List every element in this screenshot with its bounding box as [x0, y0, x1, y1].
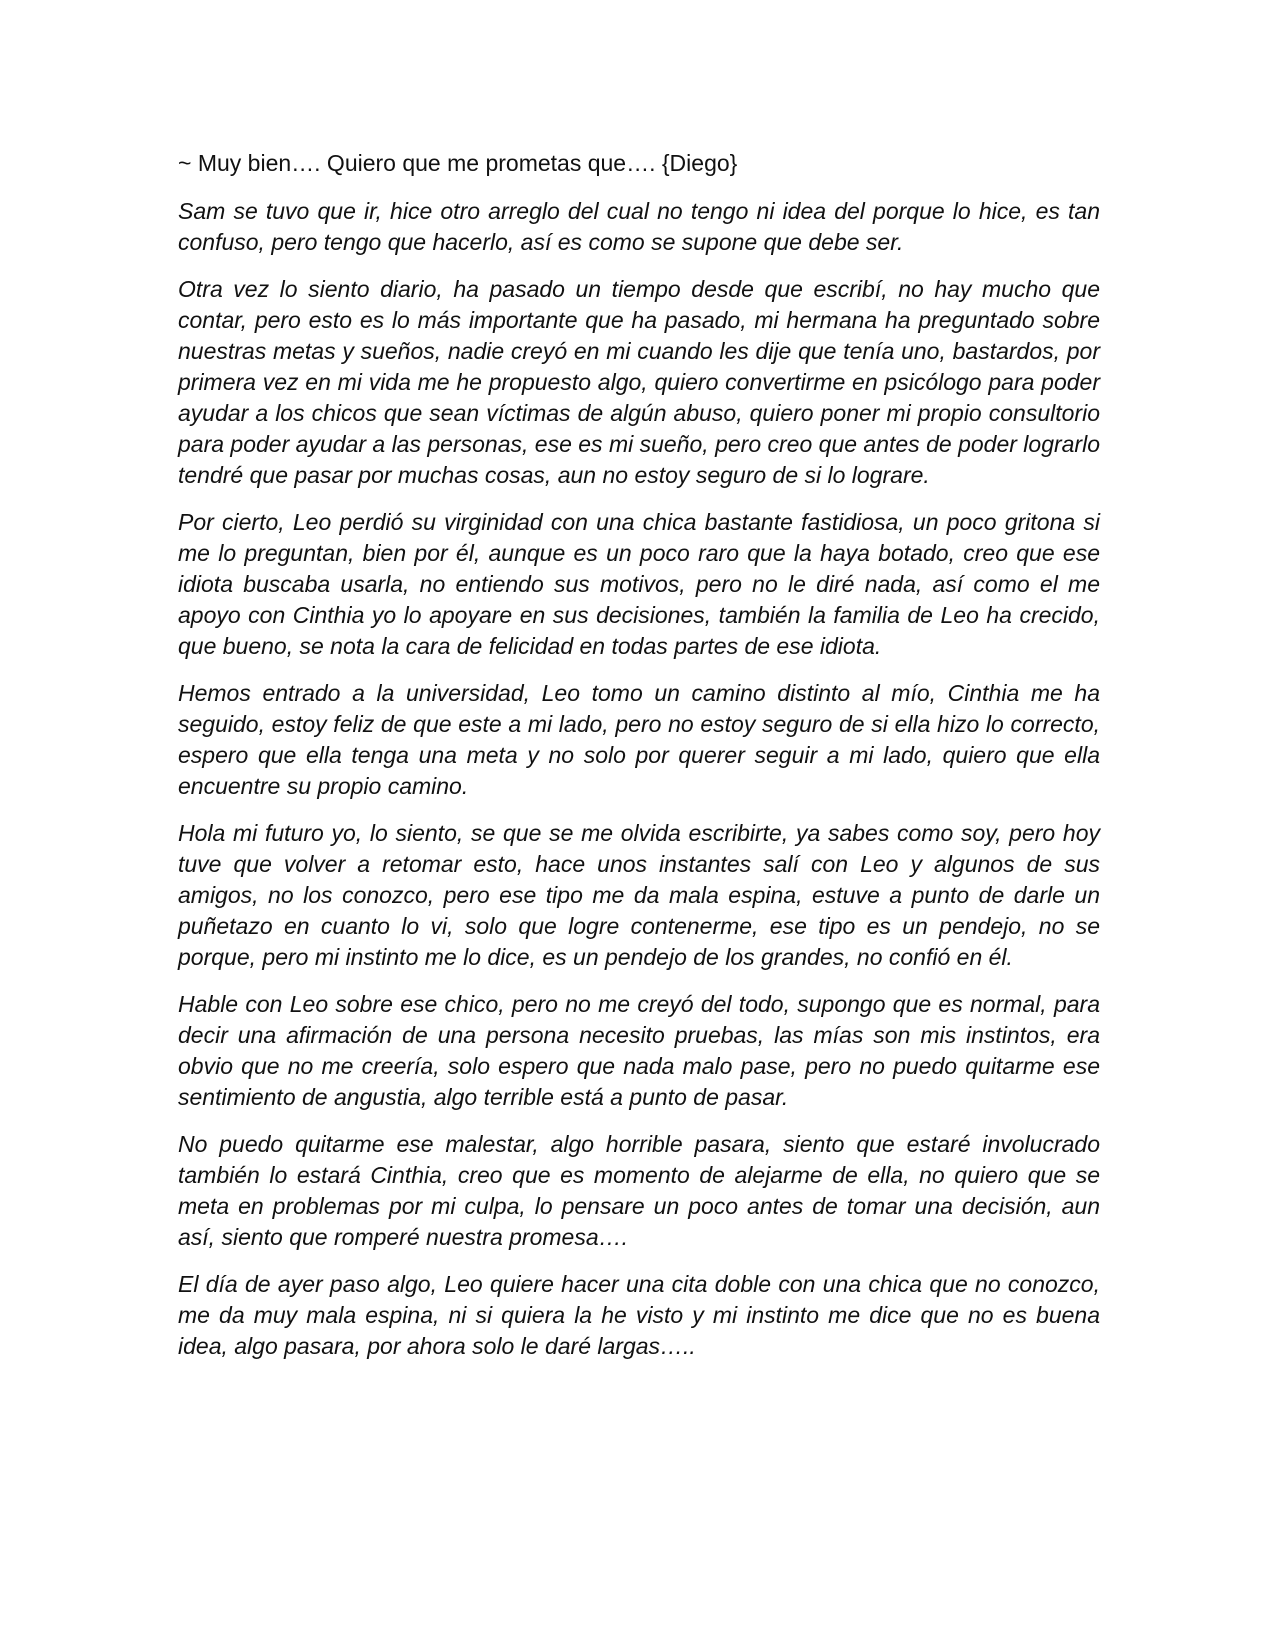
paragraph-2: Otra vez lo siento diario, ha pasado un tiempo desde que escribí, no hay mucho que contar, pero esto es lo más importante que ha pasado, mi hermana ha preguntado sobre nuestras metas y sueños, nadie creyó en mi cuando les dije que tenía uno, bastardos, por primera vez en mi vida me he propuesto algo, quiero convertirme en psicólogo para poder ayudar a los chicos que sean víctimas de algún abuso, quiero poner mi propio consultorio para poder ayudar a las personas, ese es mi sueño, pero creo que antes de poder lograrlo tendré que pasar por muchas cosas, aun no estoy seguro de si lo lograre. — [178, 276, 1100, 488]
paragraph-6: Hable con Leo sobre ese chico, pero no me creyó del todo, supongo que es normal, para decir una afirmación de una persona necesito pruebas, las mías son mis instintos, era obvio que no me creería, solo espero que nada malo pase, pero no puedo quitarme ese sentimiento de angustia, algo terrible está a punto de pasar. — [178, 991, 1100, 1110]
document-page — [178, 148, 1100, 1378]
paragraph-1: Sam se tuvo que ir, hice otro arreglo del cual no tengo ni idea del porque lo hice, es tan confuso, pero tengo que hacerlo, así es como se supone que debe ser. — [178, 198, 1100, 255]
paragraph-3: Por cierto, Leo perdió su virginidad con una chica bastante fastidiosa, un poco gritona si me lo preguntan, bien por él, aunque es un poco raro que la haya botado, creo que ese idiota buscaba usarla, no entiendo sus motivos, pero no le diré nada, así como el me apoyo con Cinthia yo lo apoyare en sus decisiones, también la familia de Leo ha crecido, que bueno, se nota la cara de felicidad en todas partes de ese idiota. — [178, 509, 1100, 659]
paragraph-8: El día de ayer paso algo, Leo quiere hacer una cita doble con una chica que no conozco, me da muy mala espina, ni si quiera la he visto y mi instinto me dice que no es buena idea, algo pasara, por ahora solo le daré largas….. — [178, 1271, 1100, 1359]
paragraph-5: Hola mi futuro yo, lo siento, se que se me olvida escribirte, ya sabes como soy, pero hoy tuve que volver a retomar esto, hace unos instantes salí con Leo y algunos de sus amigos, no los conozco, pero ese tipo me da mala espina, estuve a punto de darle un puñetazo en cuanto lo vi, solo que logre contenerme, ese tipo es un pendejo, no se porque, pero mi instinto me lo dice, es un pendejo de los grandes, no confió en él. — [178, 820, 1100, 970]
paragraph-4: Hemos entrado a la universidad, Leo tomo un camino distinto al mío, Cinthia me ha seguido, estoy feliz de que este a mi lado, pero no estoy seguro de si ella hizo lo correcto, espero que ella tenga una meta y no solo por querer seguir a mi lado, quiero que ella encuentre su propio camino. — [178, 680, 1100, 799]
paragraph-7: No puedo quitarme ese malestar, algo horrible pasara, siento que estaré involucrado también lo estará Cinthia, creo que es momento de alejarme de ella, no quiero que se meta en problemas por mi culpa, lo pensare un poco antes de tomar una decisión, aun así, siento que romperé nuestra promesa…. — [178, 1131, 1100, 1250]
document-heading: ~ Muy bien…. Quiero que me prometas que…. {Diego} — [178, 150, 738, 176]
